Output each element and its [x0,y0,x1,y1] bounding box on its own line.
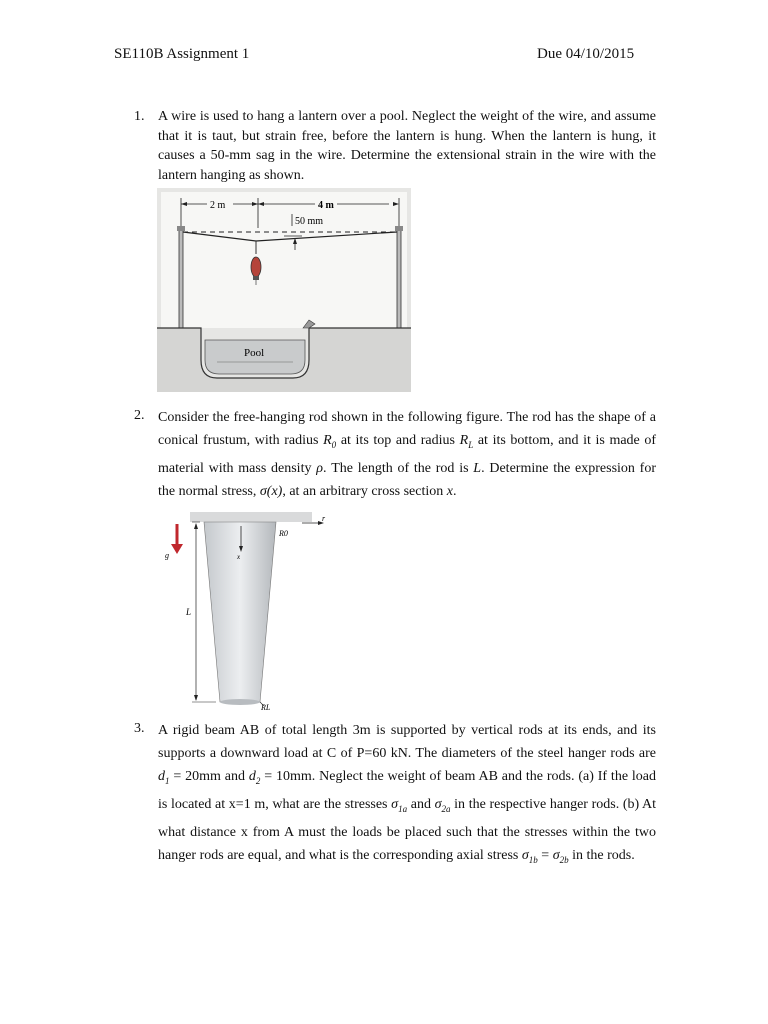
problem-number: 1. [134,109,145,124]
text-run: in the rods. [572,847,635,863]
text-run: , at an arbitrary cross section [282,483,444,499]
text-run: at its top and radius [340,433,455,448]
text-run: = 20mm and [173,769,246,784]
symbol-l: L [473,460,482,476]
text-run: Consider the free-hanging rod shown in the following figure. The rod has the shape of a conical frustum, with radius [158,410,656,448]
symbol-d2 [249,769,261,784]
symbol-base: d [158,769,165,784]
symbol-sub: L [468,439,474,450]
symbol-sub: 2 [255,775,261,786]
symbol-base: σ [521,847,529,863]
problem-text: A wire is used to hang a lantern over a pool. Neglect the weight of the wire, and assume that it is taut, but strain free, before the lantern is hung. When the lantern is hung, it causes a 50-mm sag in the wire. Determine the extensional strain in the wire with the lantern hanging as shown. [158,109,656,183]
g-label: g [165,551,169,560]
text-run: A rigid beam AB of total length 3m is supported by vertical rods at its ends, and its supports a downward load at C of P=60 kN. The diameters of the steel hanger rods are [158,723,656,761]
text-run: in the respective hanger rods. (b) At what distance x from A must the loads be placed such that the stresses within the two hanger rods are equal, and what is the corresponding axial stress [158,796,657,863]
symbol-base: d [248,769,256,784]
symbol-sub: 1 [165,775,170,786]
problem-1 [134,107,656,185]
dim-right-label: 4 m [318,200,334,211]
symbol-sigma-2b [553,848,569,863]
gravity-arrow-icon [171,544,183,554]
problem-number: 2. [134,408,145,423]
symbol-sub: 0 [331,439,337,450]
x-label: x [237,553,241,561]
symbol-d1 [158,769,170,784]
symbol-sigma-x: σ(x) [259,483,283,499]
symbol-sigma-1a [391,797,407,812]
problem-text [158,719,656,871]
length-label: L [186,607,192,617]
symbol-base: R [459,433,469,448]
symbol-r0 [323,433,336,448]
text-run: . Determine the expression for the normal stress, [158,460,657,499]
pool-label: Pool [244,347,265,359]
symbol-sub: 2a [441,803,451,814]
symbol-base: σ [391,796,399,812]
problem-2 [134,406,656,503]
symbol-base: R [323,433,332,448]
symbol-sub: 2b [559,854,569,865]
symbol-sub: 1a [398,803,408,814]
sag-label: 50 mm [295,216,324,227]
assignment-title: SE110B Assignment 1 [114,46,250,62]
text-run: = 10mm. Neglect the weight of beam AB and the rods. (a) If the load is located at x=1 m, what are the stresses [158,769,657,812]
symbol-rho: ρ [316,460,323,476]
text-run: at its bottom, and it is made of material with mass density [158,433,657,476]
problem-text [158,406,656,503]
symbol-sigma-1b [522,848,538,863]
symbol-base: σ [552,847,560,863]
text-run: . The length of the rod is [322,460,469,476]
due-date: Due 04/10/2015 [537,46,635,62]
dim-left-label: 2 m [210,200,226,211]
text-run: . [453,483,457,499]
symbol-base: σ [434,796,442,812]
r-axis-label: r [322,514,326,523]
symbol-sigma-2a [435,797,451,812]
problem-number: 3. [134,721,145,736]
rl-label: RL [261,703,271,710]
text-run: and [410,796,431,812]
text-run: = [541,847,550,863]
symbol-sub: 1b [528,854,538,865]
symbol-rl [460,433,474,448]
lantern-pool-figure [157,188,411,392]
r0-label: R0 [279,529,288,538]
frustum-rod-figure [160,512,330,710]
problem-3 [134,719,656,871]
symbol-x: x [446,483,453,499]
